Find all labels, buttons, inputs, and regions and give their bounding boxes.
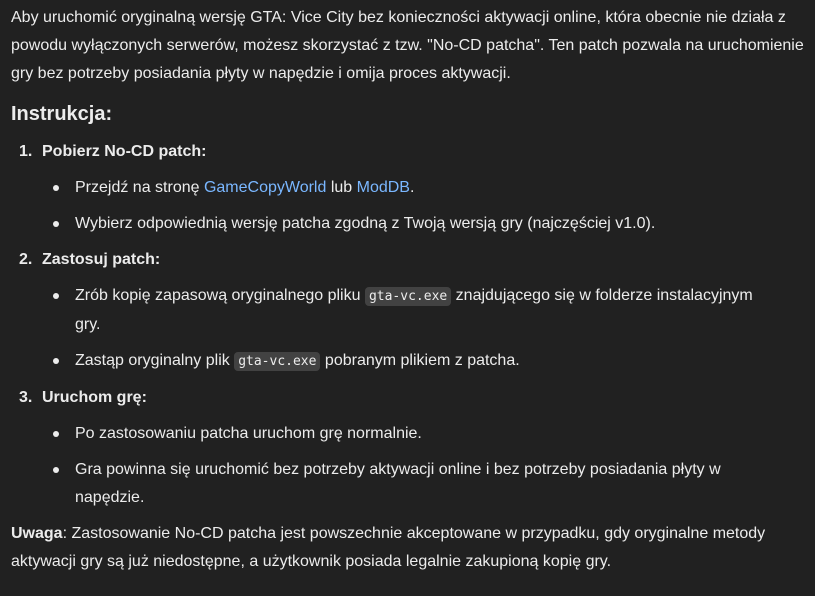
list-item-text: Wybierz odpowiednią wersję patcha zgodną z Twoją wersją gry (najczęściej v1.0). bbox=[75, 215, 656, 232]
step-number: 3. bbox=[19, 389, 33, 406]
list-item bbox=[42, 347, 775, 376]
step-number: 1. bbox=[19, 143, 33, 160]
note-label: Uwaga bbox=[11, 525, 63, 542]
list-item-text: Przejdź na stronę bbox=[75, 179, 204, 196]
steps-list bbox=[11, 138, 804, 512]
step-title: Uruchom grę: bbox=[42, 389, 147, 406]
list-item-text: Zastąp oryginalny plik bbox=[75, 352, 235, 369]
step-item bbox=[11, 246, 804, 376]
step-sublist bbox=[42, 174, 804, 238]
list-item bbox=[42, 420, 775, 448]
inline-code: gta-vc.exe bbox=[234, 352, 320, 371]
list-item bbox=[42, 174, 775, 202]
step-item bbox=[11, 384, 804, 512]
instructions-heading: Instrukcja: bbox=[11, 103, 113, 125]
list-item-text: Po zastosowaniu patcha uruchom grę normalnie. bbox=[75, 425, 422, 442]
note-text: : Zastosowanie No-CD patcha jest powszechnie akceptowane w przypadku, gdy oryginalne metody aktywacji gry są już niedostępne, a użytkownik posiada legalnie zakupioną kopię gry. bbox=[11, 525, 766, 570]
list-item bbox=[42, 282, 775, 339]
step-title: Zastosuj patch: bbox=[42, 251, 161, 268]
list-item-text: Gra powinna się uruchomić bez potrzeby aktywacji online i bez potrzeby posiadania płyty w napędzie. bbox=[75, 461, 721, 506]
list-item-text: znajdującego się w folderze instalacyjnym gry. bbox=[75, 287, 753, 333]
step-sublist bbox=[42, 420, 804, 512]
step-item bbox=[11, 138, 804, 238]
list-item-text: lub bbox=[326, 179, 357, 196]
step-title: Pobierz No-CD patch: bbox=[42, 143, 207, 160]
step-number: 2. bbox=[19, 251, 33, 268]
list-item-text: Zrób kopię zapasową oryginalnego pliku bbox=[75, 287, 365, 304]
moddb-link[interactable]: ModDB bbox=[356, 179, 410, 196]
list-item-text: . bbox=[409, 179, 415, 196]
note-paragraph bbox=[11, 520, 804, 576]
step-sublist bbox=[42, 282, 804, 376]
list-item-text: pobranym plikiem z patcha. bbox=[320, 352, 520, 369]
list-item bbox=[42, 456, 775, 512]
intro-paragraph: Aby uruchomić oryginalną wersję GTA: Vice City bez konieczności aktywacji online, która obecnie nie działa z powodu wyłączonych serwerów, możesz skorzystać z tzw. "No-CD patcha". Ten patch pozwala na uruchomienie gry bez potrzeby posiadania płyty w napędzie i omija proces aktywacji. bbox=[11, 9, 804, 82]
gamecopyworld-link[interactable]: GameCopyWorld bbox=[203, 179, 327, 196]
inline-code: gta-vc.exe bbox=[365, 287, 451, 306]
list-item bbox=[42, 210, 775, 238]
